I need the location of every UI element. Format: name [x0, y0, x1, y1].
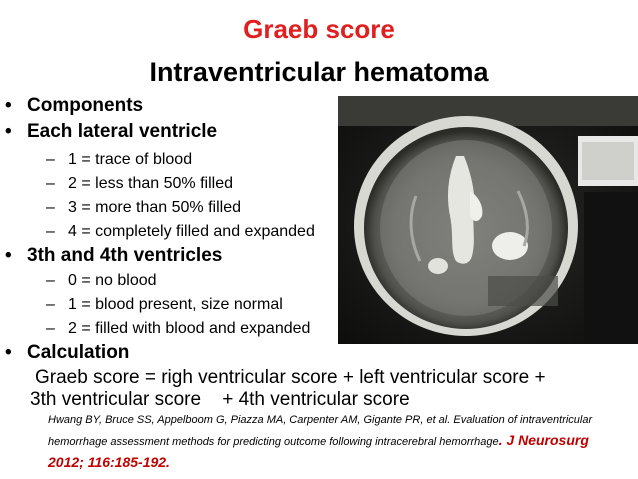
- list-item: [46, 271, 157, 291]
- calculation-line-2: 3th ventricular score + 4th ventricular score: [30, 389, 410, 410]
- reference-line-1: Hwang BY, Bruce SS, Appelboom G, Piazza MA, Carpenter AM, Gigante PR, et al. Evaluation of intraventricular: [48, 414, 593, 426]
- list-item: [46, 222, 315, 242]
- bullet-label: Components: [27, 95, 144, 116]
- list-item-label: 3 = more than 50% filled: [68, 199, 241, 216]
- dash-icon: –: [46, 296, 55, 313]
- reference-text: hemorrhage assessment methods for predicting outcome following intracerebral hemorrhage: [48, 436, 499, 448]
- bullet-icon: •: [5, 95, 12, 116]
- list-item-label: 0 = no blood: [68, 272, 157, 289]
- list-item-label: 2 = filled with blood and expanded: [68, 320, 311, 337]
- list-item: [46, 295, 283, 315]
- list-item-label: 2 = less than 50% filled: [68, 175, 233, 192]
- reference-line-2: [48, 430, 628, 452]
- list-item-label: 1 = blood present, size normal: [68, 296, 283, 313]
- list-item-label: 4 = completely filled and expanded: [68, 223, 315, 240]
- reference-citation: [48, 410, 628, 474]
- journal-name: . J Neurosurg: [498, 432, 589, 448]
- bullet-label: 3th and 4th ventricles: [27, 245, 223, 266]
- dash-icon: –: [46, 320, 55, 337]
- bullet-lateral-ventricle: [5, 121, 217, 143]
- dash-icon: –: [46, 223, 55, 240]
- bullet-label: Each lateral ventricle: [27, 121, 218, 142]
- bullet-components: [5, 95, 143, 117]
- bullet-calculation: [5, 342, 129, 364]
- list-item: [46, 198, 241, 218]
- bullet-icon: •: [5, 121, 12, 142]
- bullet-third-fourth-ventricles: [5, 245, 222, 267]
- ct-scan-brain-image: [338, 96, 638, 344]
- bullet-label: Calculation: [27, 342, 130, 363]
- slide-subtitle: Intraventricular hematoma: [149, 57, 489, 87]
- list-item: [46, 319, 310, 339]
- slide-title: Graeb score: [243, 14, 395, 44]
- journal-citation: 2012; 116:185-192.: [48, 454, 170, 470]
- dash-icon: –: [46, 151, 55, 168]
- dash-icon: –: [46, 175, 55, 192]
- dash-icon: –: [46, 199, 55, 216]
- list-item: [46, 174, 233, 194]
- list-item-label: 1 = trace of blood: [68, 151, 193, 168]
- list-item: [46, 150, 192, 170]
- calculation-line-1: Graeb score = righ ventricular score + left ventricular score +: [35, 367, 546, 388]
- dash-icon: –: [46, 272, 55, 289]
- bullet-icon: •: [5, 342, 12, 363]
- bullet-icon: •: [5, 245, 12, 266]
- calculation-formula: [30, 367, 546, 411]
- reference-line-3: [48, 452, 628, 474]
